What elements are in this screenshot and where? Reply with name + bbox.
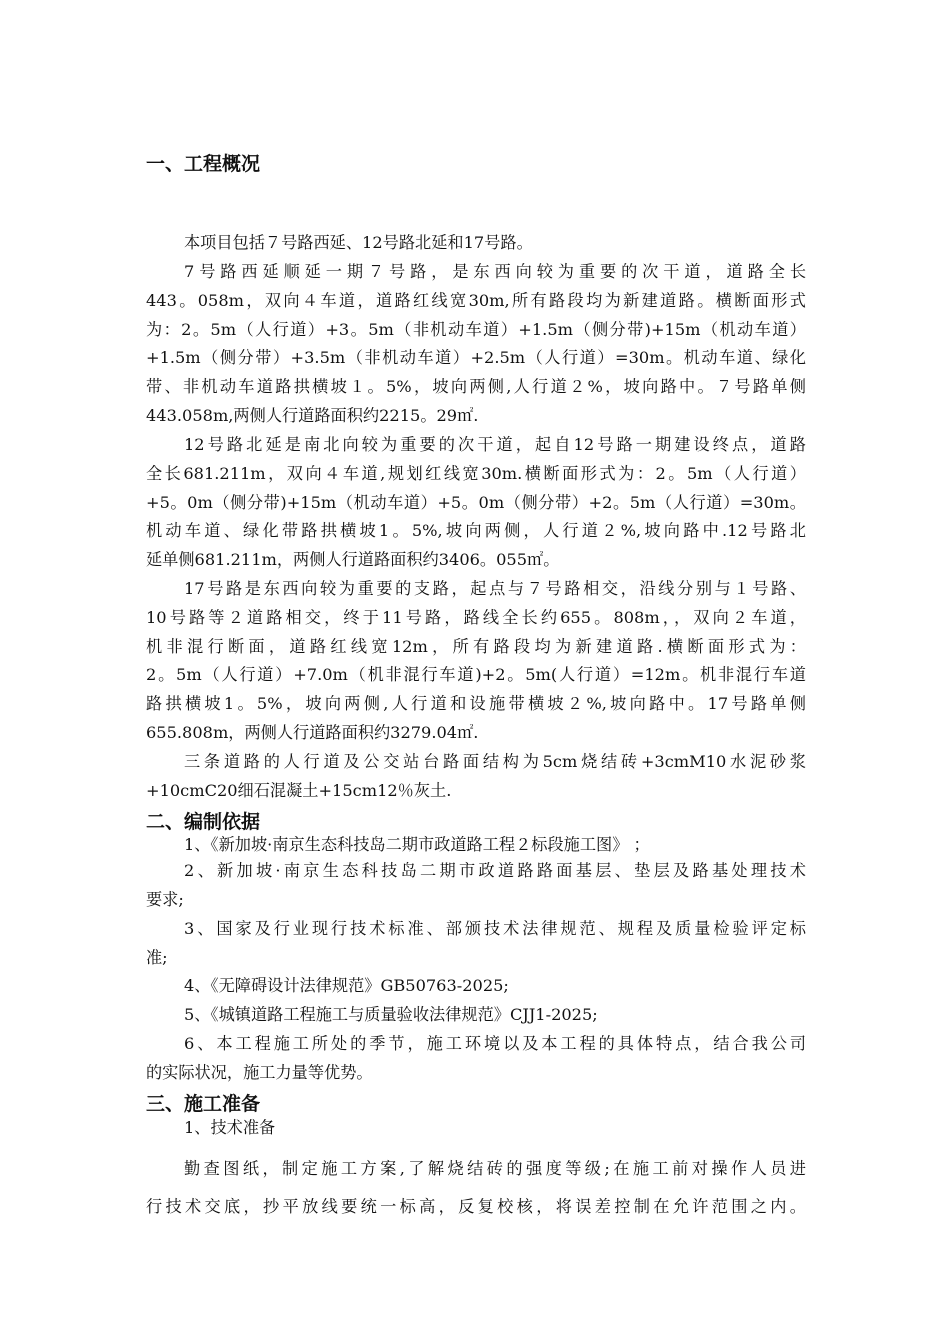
text-line: 10号路等２道路相交，终于11号路，路线全长约655。808m，，双向２车道， xyxy=(146,607,806,627)
subsection-technical-preparation xyxy=(146,1114,844,1143)
paragraph-road-7 xyxy=(146,258,806,431)
list-item-basis-5 xyxy=(146,1001,844,1030)
text-line: 机动车道、绿化带路拱横坡1。5%,坡向两侧，人行道２%,坡向路中.12号路北 xyxy=(146,521,806,541)
section-heading-overview: 一、工程概况 xyxy=(146,153,261,175)
text-line: 机非混行断面，道路红线宽12m，所有路段均为新建道路.横断面形式为： xyxy=(146,636,806,656)
text-line: 12号路北延是南北向较为重要的次干道，起自12号路一期建设终点，道路 xyxy=(184,435,806,454)
text-line: +1.5m（侧分带）+3.5m（非机动车道）+2.5m（人行道）=30m。机动车道、绿化 xyxy=(146,348,806,368)
text-line: 17号路是东西向较为重要的支路，起点与７号路相交，沿线分别与１号路、 xyxy=(184,579,806,598)
text-line: +10cmC20细石混凝土+15cm12％灰土. xyxy=(146,780,452,800)
text-line: 带、非机动车道路拱横坡１。5%，坡向两侧,人行道２%，坡向路中。７号路单侧 xyxy=(146,377,806,397)
text-line: 准; xyxy=(146,947,168,967)
section-heading-basis: 二、编制依据 xyxy=(146,811,261,833)
list-item-basis-4 xyxy=(146,972,844,1001)
text-line: 的实际状况，施工力量等优势。 xyxy=(146,1062,373,1082)
text-line: 7号路西延顺延一期７号路，是东西向较为重要的次干道，道路全长 xyxy=(184,262,806,281)
text-line: 为：2。5m（人行道）+3。5m（非机动车道）+1.5m（侧分带)+15m（机动车道） xyxy=(146,319,806,339)
paragraph-pavement-structure xyxy=(146,748,806,806)
paragraph-road-17 xyxy=(146,575,806,748)
text-line: 2、新加坡·南京生态科技岛二期市政道路路面基层、垫层及路基处理技术 xyxy=(184,861,806,880)
text-line: 全长681.211m，双向４车道,规划红线宽30m.横断面形式为：2。5m（人行道） xyxy=(146,463,806,483)
text-line: 6、本工程施工所处的季节，施工环境以及本工程的具体特点，结合我公司 xyxy=(184,1034,806,1053)
paragraph-technical-preparation xyxy=(146,1150,806,1226)
text-line: 勤查图纸，制定施工方案,了解烧结砖的强度等级;在施工前对操作人员进 xyxy=(184,1159,806,1178)
paragraph-intro xyxy=(146,229,844,258)
text-line: 三条道路的人行道及公交站台路面结构为5cm烧结砖+3cmM10水泥砂浆 xyxy=(184,752,806,771)
text-line: 1、《新加坡·南京生态科技岛二期市政道路工程２标段施工图》 ； xyxy=(184,835,650,854)
list-item-basis-1 xyxy=(146,831,844,860)
paragraph-road-12 xyxy=(146,431,806,575)
list-item-basis-6 xyxy=(146,1030,806,1088)
list-item-basis-2 xyxy=(146,857,806,915)
text-line: 2。5m（人行道）+7.0m（机非混行车道)+2。5m(人行道）=12m。机非混行车道 xyxy=(146,665,806,685)
text-line: 1、技术准备 xyxy=(184,1118,276,1137)
text-line: 路拱横坡1。5%，坡向两侧,人行道和设施带横坡２%,坡向路中。17号路单侧 xyxy=(146,694,806,714)
text-line: 本项目包括７号路西延、12号路北延和17号路。 xyxy=(184,233,533,252)
text-line: 行技术交底，抄平放线要统一标高，反复校核，将误差控制在允许范围之内。 xyxy=(146,1197,806,1216)
text-line: 443.058m,两侧人行道路面积约2215。29㎡. xyxy=(146,405,479,425)
section-heading-preparation: 三、施工准备 xyxy=(146,1093,261,1115)
text-line: 延单侧681.211m，两侧人行道路面积约3406。055㎡。 xyxy=(146,550,560,570)
list-item-basis-3 xyxy=(146,915,806,973)
text-line: 3、国家及行业现行技术标准、部颁技术法律规范、规程及质量检验评定标 xyxy=(184,919,806,938)
text-line: 4、《无障碍设计法律规范》GB50763-2025; xyxy=(184,976,509,995)
text-line: 要求; xyxy=(146,889,184,909)
text-line: 443。058m，双向４车道，道路红线宽30m,所有路段均为新建道路。横断面形式 xyxy=(146,290,806,310)
text-line: +5。0m（侧分带)+15m（机动车道）+5。0m（侧分带）+2。5m（人行道）=30m。 xyxy=(146,492,806,512)
text-line: 5、《城镇道路工程施工与质量验收法律规范》CJJ1-2025; xyxy=(184,1005,598,1024)
text-line: 655.808m，两侧人行道路面积约3279.04㎡. xyxy=(146,722,479,742)
